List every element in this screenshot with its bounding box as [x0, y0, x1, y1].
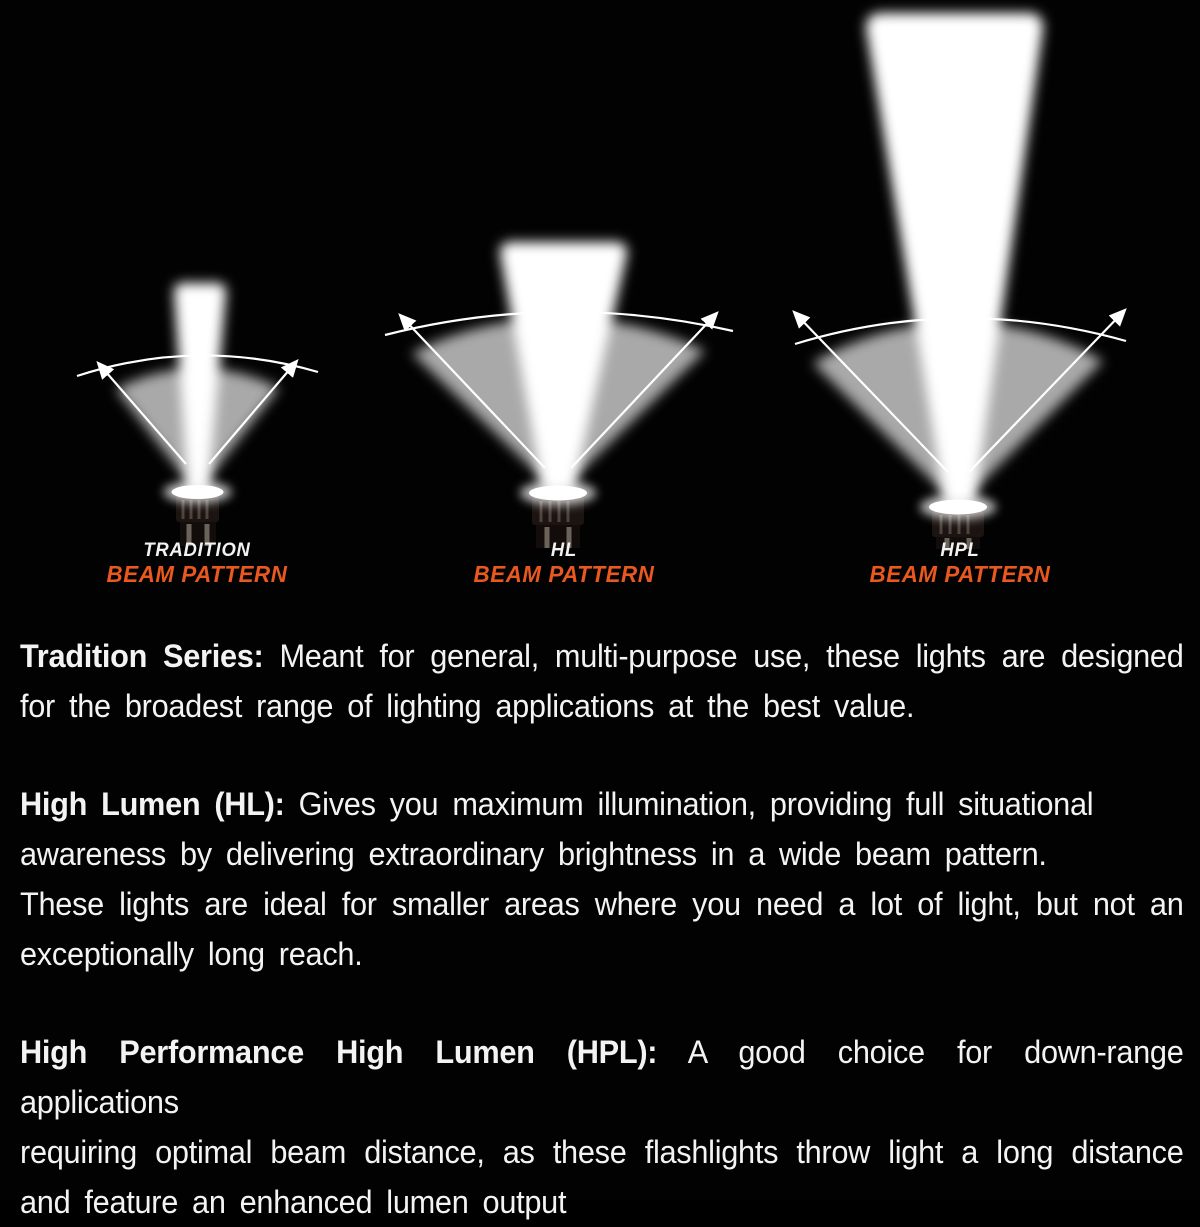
- text-line: Tradition Series: Meant for general, multi-purpose use, these lights are designed: [20, 638, 1184, 674]
- paragraph-heading: High Lumen (HL):: [20, 786, 285, 822]
- description-text: [20, 631, 1184, 1227]
- hpl-beam-diagram: [795, 13, 1126, 549]
- paragraph-tradition-series: [20, 631, 1184, 731]
- paragraph-high-lumen: [20, 779, 1184, 979]
- paragraph-hpl: [20, 1027, 1184, 1227]
- tradition-type-label: BEAM PATTERN: [106, 560, 288, 587]
- tradition-beam-diagram: [77, 283, 318, 546]
- paragraph-heading: High Performance High Lumen (HPL):: [20, 1034, 658, 1070]
- hpl-type-label: BEAM PATTERN: [869, 560, 1051, 587]
- hl-flashlight-icon: [520, 481, 596, 548]
- text-line: requiring optimal beam distance, as these flashlights throw light a long distance: [20, 1134, 1184, 1170]
- hl-label: [428, 541, 700, 586]
- text-line: High Lumen (HL): Gives you maximum illumination, providing full situational: [20, 786, 1094, 822]
- paragraph-heading: Tradition Series:: [20, 638, 264, 674]
- text-line: These lights are ideal for smaller areas where you need a lot of light, but not an: [20, 886, 1184, 922]
- hpl-name-label: HPL: [940, 540, 980, 561]
- hl-type-label: BEAM PATTERN: [473, 560, 655, 587]
- text-line: for the broadest range of lighting applications at the best value.: [20, 688, 915, 724]
- tradition-name-label: TRADITION: [143, 540, 251, 561]
- hl-beam-diagram: [385, 242, 733, 548]
- hpl-label: [824, 541, 1096, 586]
- text-line: High Performance High Lumen (HPL): A good choice for down-range applications: [20, 1034, 1184, 1120]
- text-line: and feature an enhanced lumen output: [20, 1184, 567, 1220]
- hl-name-label: HL: [550, 540, 578, 561]
- tradition-flashlight-icon: [164, 481, 232, 546]
- tradition-label: [61, 541, 333, 586]
- text-line: exceptionally long reach.: [20, 936, 363, 972]
- text-line: awareness by delivering extraordinary brightness in a wide beam pattern.: [20, 836, 1047, 872]
